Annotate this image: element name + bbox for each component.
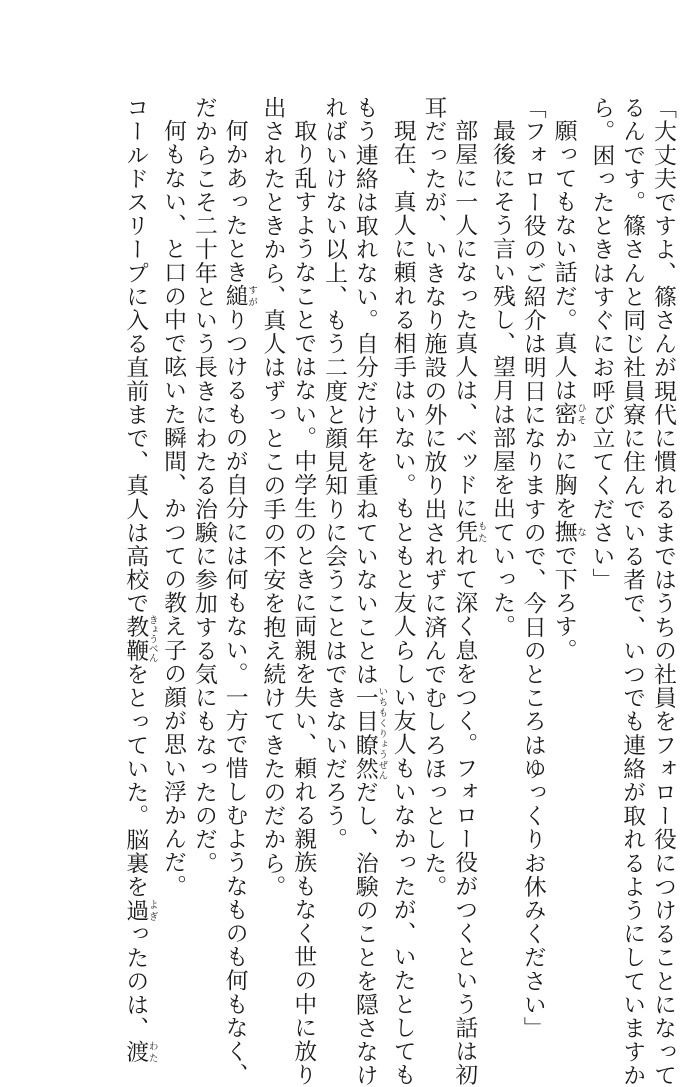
vertical-text-body xyxy=(119,96,678,1087)
text-line xyxy=(119,96,158,1064)
text-run: 何もない、と口の中で呟いた瞬間、かつての教え子の顔が思い浮かんだ。 xyxy=(160,119,187,898)
text-run: だし、治験のことを隠さなけ xyxy=(351,780,378,1087)
ruby-reading: もた xyxy=(475,520,487,544)
text-run: ればいけない以上、もう二度と顔見知りに会うことはできないだろう。 xyxy=(321,96,348,852)
text-run: をとっていた。脳裏を xyxy=(122,662,149,899)
text-run: もう連絡は取れない。自分だけ年を重ねていないことは xyxy=(351,96,378,686)
ruby-annotation xyxy=(351,686,388,781)
text-run: で下ろす。 xyxy=(550,543,577,662)
ruby-base: 一目瞭然 xyxy=(351,686,378,781)
text-line xyxy=(287,96,318,1087)
text-line xyxy=(387,96,418,1087)
text-run: ったのは、 xyxy=(122,922,149,1041)
text-line xyxy=(517,96,548,1040)
ruby-base: 凭 xyxy=(451,520,478,544)
text-line xyxy=(586,96,617,966)
ruby-annotation xyxy=(550,520,587,544)
ruby-reading: ひそ xyxy=(575,402,587,426)
text-line xyxy=(219,96,258,1087)
ruby-annotation xyxy=(550,402,587,426)
ruby-base: 縋 xyxy=(221,284,248,308)
text-run: りつけるものが自分には何もない。一方で惜しむようなものも何もなく、 xyxy=(221,307,248,1087)
text-line xyxy=(647,96,678,1087)
text-run: 「大丈夫ですよ、篠さんが現代に慣れるまではうちの社員をフォロー役につけることになって xyxy=(650,96,676,1087)
ruby-annotation xyxy=(122,615,158,663)
ruby-annotation xyxy=(122,898,158,923)
text-line xyxy=(318,96,349,966)
text-run: るんです。篠さんと同じ社員寮に住んでいる者で、いつでも連絡が取れるようにしていますか xyxy=(619,96,646,1087)
text-run: コールドスリープに入る直前まで、真人は高校で xyxy=(122,96,149,616)
ruby-base: 撫 xyxy=(550,520,577,544)
text-line xyxy=(349,96,388,1087)
text-run: 何かあったとき xyxy=(221,119,248,285)
text-line xyxy=(548,96,586,966)
ruby-reading: いちもくりょうぜん xyxy=(376,686,388,781)
text-run: 取り乱すようなことではない。中学生のときに両親を失い、頼れる親族もなく世の中に放り xyxy=(290,119,317,1087)
ruby-reading: きょうべん xyxy=(146,615,158,663)
text-run: 願ってもない話だ。真人は xyxy=(550,119,577,403)
text-line xyxy=(448,96,487,1087)
text-run: 現在、真人に頼れる相手はいない。もともと友人らしい友人もいなかったが、いたとしても xyxy=(389,119,416,1087)
text-line xyxy=(188,96,219,966)
ruby-base: 過 xyxy=(122,898,149,923)
text-run: 耳だったが、いきなり施設の外に放り出されずに済んでむしろほっとした。 xyxy=(420,96,447,899)
text-line xyxy=(157,96,188,966)
ruby-reading: わた xyxy=(146,1040,158,1064)
ruby-reading: な xyxy=(575,520,587,544)
text-run: 部屋に一人になった真人は、ベッドに xyxy=(451,119,478,521)
text-run: 「フォロー役のご紹介は明日になりますので、今日のところはゆっくりお休みください」 xyxy=(519,96,546,1040)
text-run: ら。困ったときはすぐにお呼び立てください」 xyxy=(588,96,615,592)
text-run: れて深く息をつく。フォロー役がつくという話は初 xyxy=(451,543,478,1087)
text-run: 出されたときから、真人はずっとこの手の不安を抱え続けてきたのだから。 xyxy=(259,96,286,899)
text-line xyxy=(616,96,647,1087)
ruby-annotation xyxy=(221,284,258,308)
ruby-base: 渡 xyxy=(122,1040,149,1064)
text-run: 最後にそう言い残し、望月は部屋を出ていった。 xyxy=(489,119,516,639)
ruby-reading: よぎ xyxy=(146,898,158,923)
ruby-annotation xyxy=(451,520,487,544)
text-line xyxy=(418,96,449,966)
text-run: かに胸を xyxy=(550,425,577,521)
text-line xyxy=(257,96,288,966)
ruby-base: 教鞭 xyxy=(122,615,149,663)
text-line xyxy=(486,96,517,966)
ruby-reading: すが xyxy=(246,284,258,308)
ruby-annotation xyxy=(122,1040,158,1064)
text-run: だからこそ二十年という長きにわたる治験に参加する気にもなったのだ。 xyxy=(190,96,217,875)
ruby-base: 密 xyxy=(550,402,577,426)
